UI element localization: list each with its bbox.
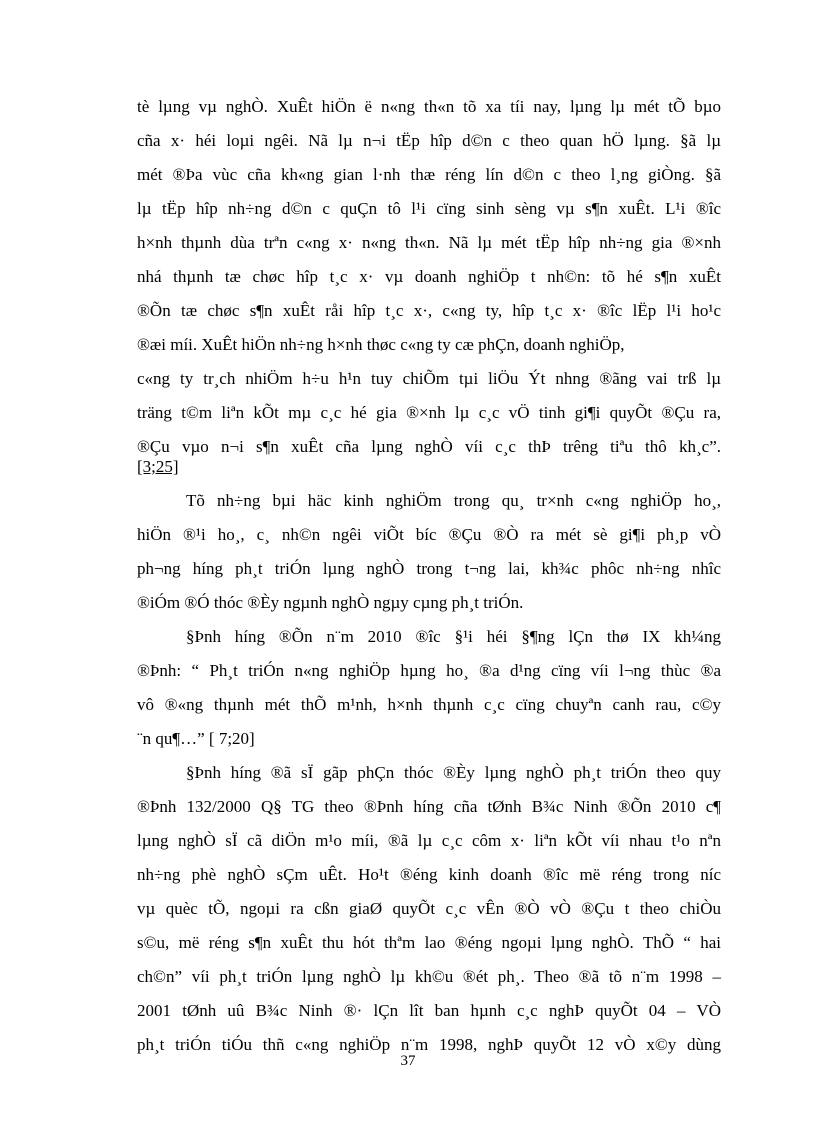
text-line: cña x· héi loµi ngêi. Nã lµ n¬i tËp hîp d©n c theo quan hÖ lµng. §ã lµ [137, 131, 721, 150]
text-line: c«ng ty tr¸ch nhiÖm h÷u h¹n tuy chiÕm tµi liÖu Ýt nhng ®ãng vai trß lµ [137, 369, 721, 388]
text-line: vô ®«ng thµnh mét thÕ m¹nh, h×nh thµnh c¸c cïng chuyªn canh rau, c©y [137, 695, 721, 714]
text-line: ch©n” víi ph¸t triÓn lµng nghÒ lµ kh©u ®ét ph¸. Theo ®ã tõ n¨m 1998 – [137, 967, 721, 986]
text-line: §Þnh híng ®ã sÏ gãp phÇn thóc ®Èy lµng nghÒ ph¸t triÓn theo quy [186, 763, 721, 782]
text-line: ¨n qu¶…” [ 7;20] [137, 729, 255, 748]
text-line: träng t©m liªn kÕt mµ c¸c hé gia ®×nh lµ c¸c vÖ tinh gi¶i quyÕt ®Çu ra, [137, 403, 721, 422]
text-line: ph¬ng híng ph¸t triÓn lµng nghÒ trong t¬ng lai, kh¾c phôc nh÷ng nhîc [137, 559, 721, 578]
text-line: nhá thµnh tæ chøc hîp t¸c x· vµ doanh nghiÖp t nh©n: tõ hé s¶n xuÊt [137, 267, 721, 286]
text-line: ®Çu vµo n¬i s¶n xuÊt cña lµng nghÒ víi c¸c thÞ trêng tiªu thô kh¸c”. [137, 437, 721, 456]
text-line: nh÷ng phè nghÒ sÇm uÊt. Ho¹t ®éng kinh doanh ®îc më réng trong níc [137, 865, 721, 884]
text-line: §Þnh híng ®Õn n¨m 2010 ®îc §¹i héi §¶ng lÇn thø IX kh¼ng [186, 627, 721, 646]
text-line: ®æi míi. XuÊt hiÖn nh÷ng h×nh thøc c«ng ty cæ phÇn, doanh nghiÖp, [137, 335, 625, 354]
text-line: tè lµng vµ nghÒ. XuÊt hiÖn ë n«ng th«n tõ xa tíi nay, lµng lµ mét tÕ bµo [137, 97, 721, 116]
text-line: lµng nghÒ sÏ cã diÖn m¹o míi, ®ã lµ c¸c côm x· liªn kÕt víi nhau t¹o nªn [137, 831, 721, 850]
page-number: 37 [400, 1053, 416, 1069]
text-line: ph¸t triÓn tiÓu thñ c«ng nghiÖp n¨m 1998, nghÞ quyÕt 12 vÒ x©y dùng [137, 1035, 721, 1054]
text-line: Tõ nh÷ng bµi häc kinh nghiÖm trong qu¸ tr×nh c«ng nghiÖp ho¸, [186, 491, 721, 510]
text-line: ®iÓm ®Ó thóc ®Èy ngµnh nghÒ ngµy cµng ph¸t triÓn. [137, 593, 524, 612]
text-line: hiÖn ®¹i ho¸, c¸ nh©n ngêi viÕt bíc ®Çu ®Ò ra mét sè gi¶i ph¸p vÒ [137, 525, 721, 544]
text-line: s©u, më réng s¶n xuÊt thu hót thªm lao ®éng ngoµi lµng nghÒ. ThÕ “ hai [137, 933, 721, 952]
text-line: vµ quèc tÕ, ngoµi ra cßn giaØ quyÕt c¸c vÊn ®Ò vÒ ®Çu t theo chiÒu [137, 899, 721, 918]
citation: [3;25] [137, 457, 179, 476]
text-line: ®Þnh: “ Ph¸t triÓn n«ng nghiÖp hµng ho¸ ®a d¹ng cïng víi l¬ng thùc ®a [137, 661, 721, 680]
text-line: mét ®Þa vùc cña kh«ng gian l·nh thæ réng lín d©n c theo l¸ng giÒng. §ã [137, 165, 721, 184]
text-line: ®Þnh 132/2000 Q§ TG theo ®Þnh híng cña tØnh B¾c Ninh ®Õn 2010 c¶ [137, 797, 721, 816]
text-line: 2001 tØnh uû B¾c Ninh ®· lÇn lît ban hµnh c¸c nghÞ quyÕt 04 – VÒ [137, 1001, 721, 1020]
text-line: ®Õn tæ chøc s¶n xuÊt råi hîp t¸c x·, c«ng ty, hîp t¸c x· ®îc lËp l¹i ho¹c [137, 301, 721, 320]
text-line: lµ tËp hîp nh÷ng d©n c quÇn tô l¹i cïng sinh sèng vµ s¶n xuÊt. L¹i ®îc [137, 199, 721, 218]
text-line: h×nh thµnh dùa trªn c«ng x· n«ng th«n. Nã lµ mét tËp hîp nh÷ng gia ®×nh [137, 233, 721, 252]
